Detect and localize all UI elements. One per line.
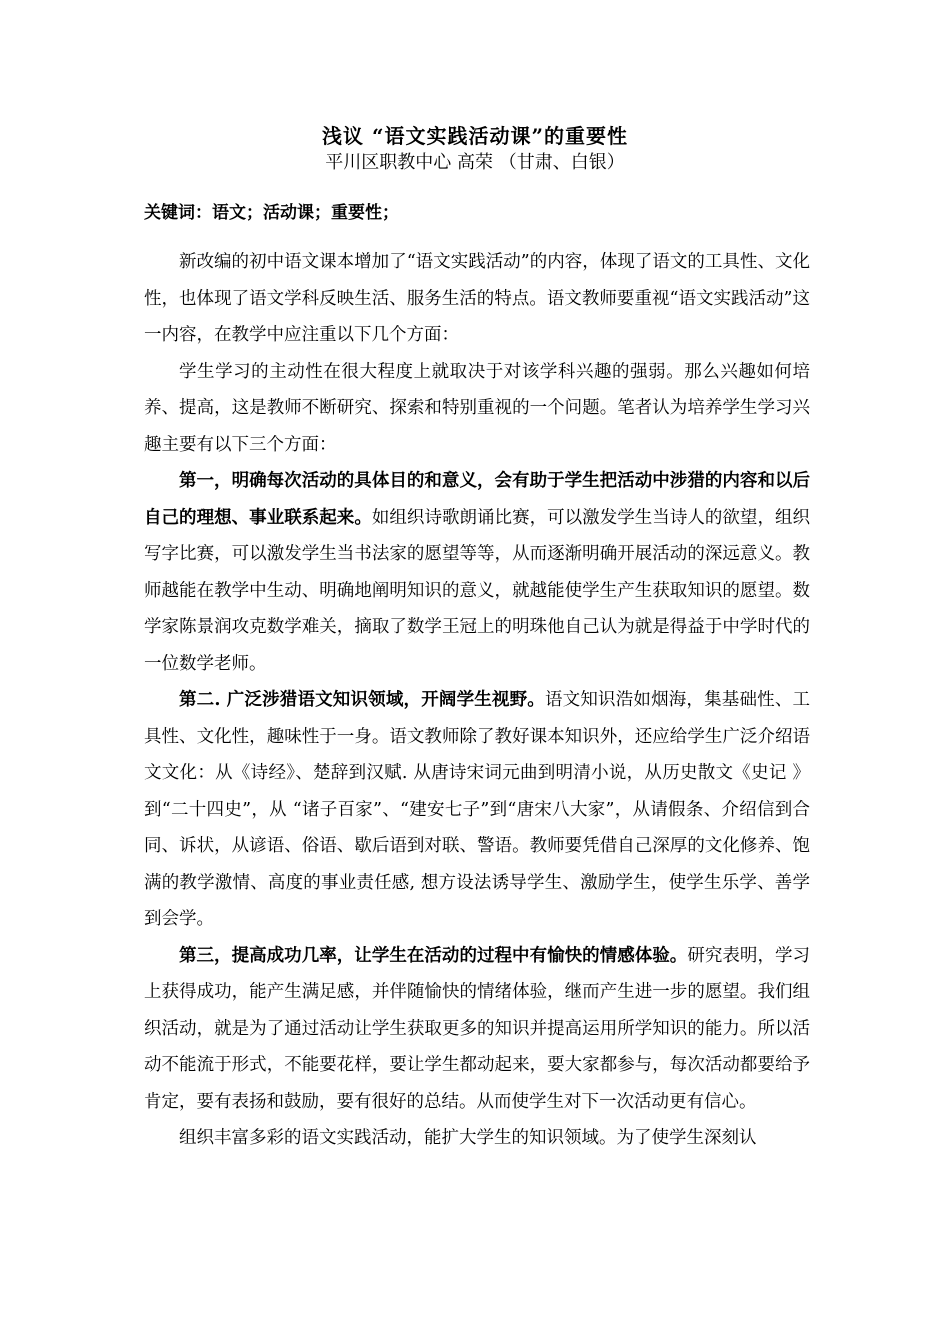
paragraph-text: 新改编的初中语文课本增加了“语文实践活动”的内容，体现了语文的工具性、文化性，也体现了语文学科反映生活、服务生活的特点。语文教师要重视“语文实践活动”这一内容，在教学中应注重以下几个方面：: [144, 252, 810, 345]
paragraph-6: [144, 1120, 810, 1157]
paragraph-text: 研究表明，学习上获得成功，能产生满足感，并伴随愉快的情绪体验，继而产生进一步的愿望。我们组织活动，就是为了通过活动让学生获取更多的知识并提高运用所学知识的能力。所以活动不能流于形式，不能要花样，要让学生都动起来，要大家都参与，每次活动都要给予肯定，要有表扬和鼓励，要有很好的总结。从而使学生对下一次活动更有信心。: [144, 945, 810, 1112]
paragraph-text: 语文知识浩如烟海，集基础性、工具性、文化性，趣味性于一身。语文教师除了教好课本知识外，还应给学生广泛介绍语文文化：从《诗经》、楚辞到汉赋. 从唐诗宋词元曲到明清小说，从历史散文《史记 》到“二十四史”，从 “诸子百家”、“建安七子”到“唐宋八大家”，从请假条、介绍信到合同、诉状，从谚语、俗语、歇后语到对联、警语。教师要凭借自己深厚的文化修养、饱满的教学激情、高度的事业责任感, 想方设法诱导学生、激励学生，使学生乐学、善学到会学。: [144, 690, 811, 929]
paragraph-4: [144, 682, 810, 938]
paragraph-lead: 第三，提高成功几率，让学生在活动的过程中有愉快的情感体验。: [179, 945, 688, 966]
paragraph-text: 组织丰富多彩的语文实践活动，能扩大学生的知识领域。为了使学生深刻认: [179, 1128, 757, 1148]
paragraph-lead: 第二. 广泛涉猎语文知识领域，开阔学生视野。: [179, 690, 545, 710]
paragraph-text: 学生学习的主动性在很大程度上就取决于对该学科兴趣的强弱。那么兴趣如何培养、提高，这是教师不断研究、探索和特别重视的一个问题。笔者认为培养学生学习兴趣主要有以下三个方面：: [144, 361, 810, 455]
paragraph-1: [144, 244, 810, 354]
document-body: [144, 244, 810, 1157]
keywords-line: 关键词：语文；活动课；重要性；: [144, 203, 399, 223]
paragraph-3: [144, 463, 810, 682]
paragraph-5: [144, 938, 810, 1121]
paragraph-lead: 第一，明确每次活动的具体目的和意义，会有助于学生把活动中涉猎的内容和以后自己的理想、事业联系起来。: [144, 471, 810, 528]
document-title: 浅议 “语文实践活动课”的重要性: [322, 124, 628, 148]
paragraph-text: 如组织诗歌朗诵比赛，可以激发学生当诗人的欲望，组织写字比赛，可以激发学生当书法家的愿望等等，从而逐渐明确开展活动的深远意义。教师越能在教学中生动、明确地阐明知识的意义，就越能使学生产生获取知识的愿望。数学家陈景润攻克数学难关，摘取了数学王冠上的明珠他自己认为就是得益于中学时代的一位数学老师。: [144, 507, 811, 674]
author-line: 平川区职教中心 高荣 （甘肃、白银）: [325, 152, 625, 173]
paragraph-2: [144, 354, 810, 464]
